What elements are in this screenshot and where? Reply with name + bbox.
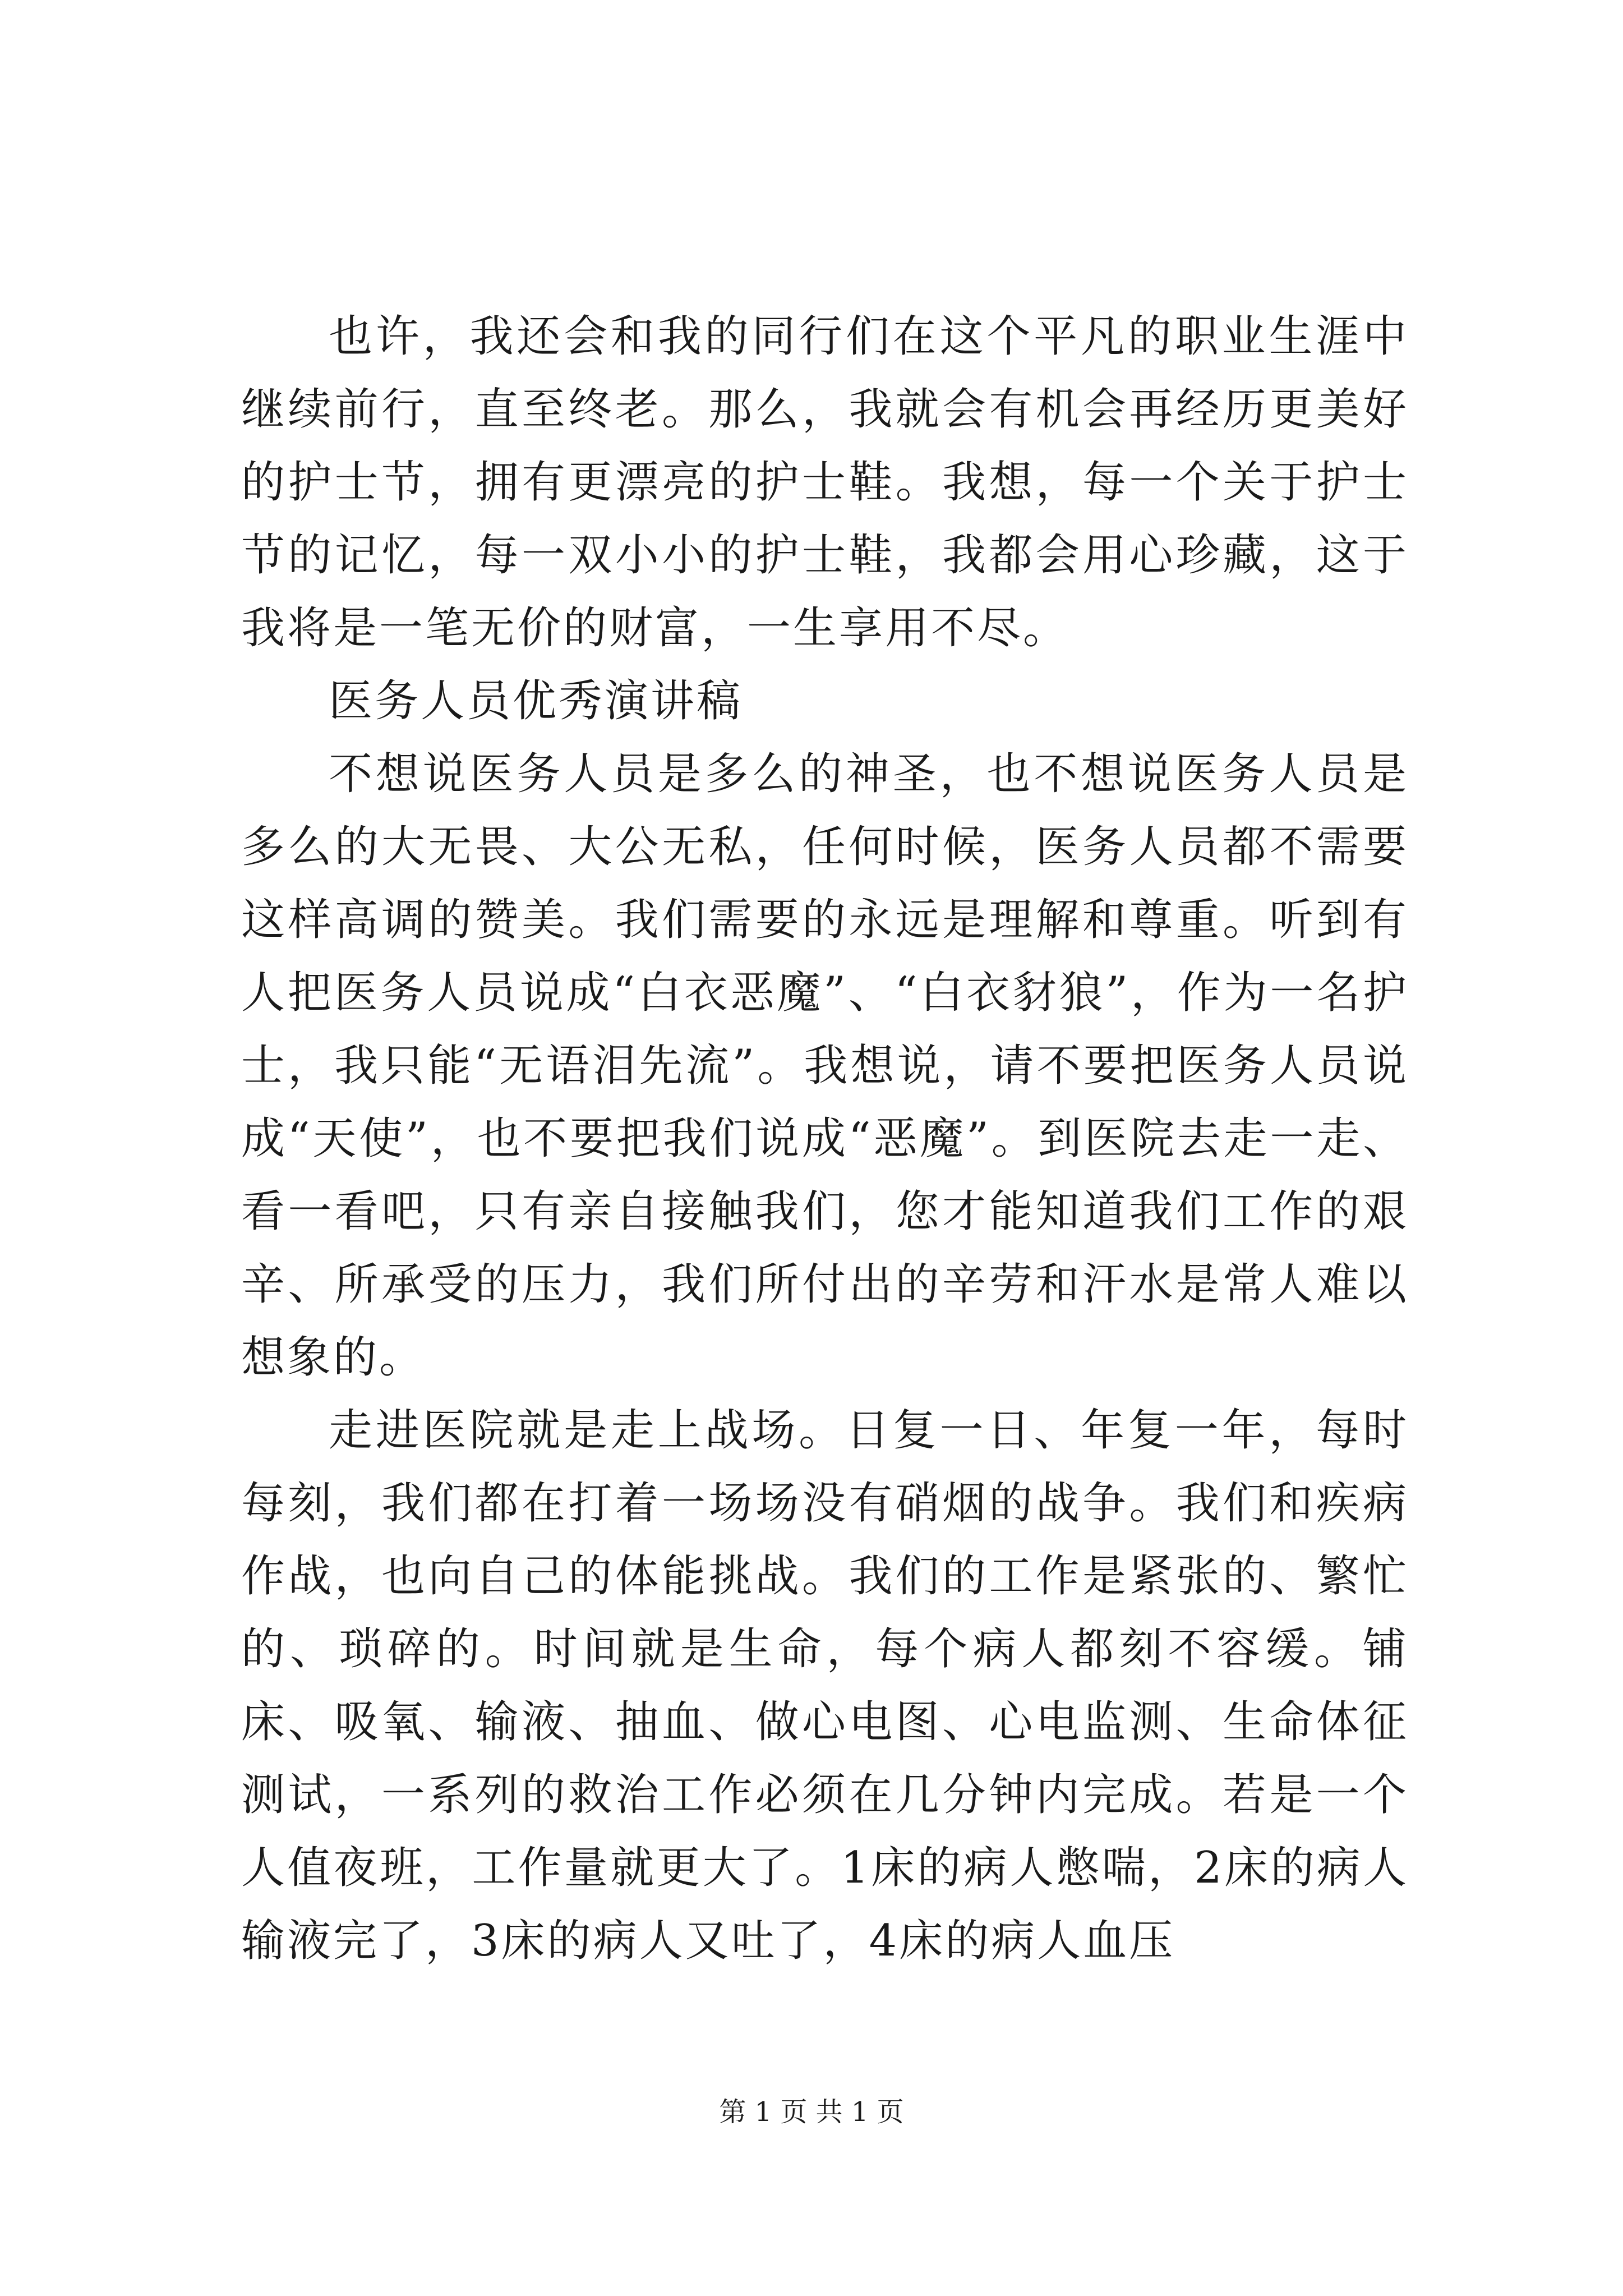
- paragraph-closing: 也许，我还会和我的同行们在这个平凡的职业生涯中继续前行，直至终老。那么，我就会有机会再经历更美好的护士节，拥有更漂亮的护士鞋。我想，每一个关于护士节的记忆，每一双小小的护士鞋，我都会用心珍藏，这于我将是一笔无价的财富，一生享用不尽。: [241, 311, 1409, 654]
- section-heading: 医务人员优秀演讲稿: [329, 676, 743, 726]
- paragraph-hospital: 走进医院就是走上战场。日复一日、年复一年，每时每刻，我们都在打着一场场没有硝烟的战争。我们和疾病作战，也向自己的体能挑战。我们的工作是紧张的、繁忙的、琐碎的。时间就是生命，每个病人都刻不容缓。铺床、吸氧、输液、抽血、做心电图、心电监测、生命体征测试，一系列的救治工作必须在几分钟内完成。若是一个人值夜班，工作量就更大了。1床的病人憋喘，2床的病人输液完了，3床的病人又吐了，4床的病人血压: [241, 1405, 1409, 1966]
- document-body: [241, 300, 1409, 1977]
- page-number-footer: 第 1 页 共 1 页: [719, 2096, 904, 2128]
- paragraph-intro: 不想说医务人员是多么的神圣，也不想说医务人员是多么的大无畏、大公无私，任何时候，医务人员都不需要这样高调的赞美。我们需要的永远是理解和尊重。听到有人把医务人员说成“白衣恶魔”、“白衣豺狼”，作为一名护士，我只能“无语泪先流”。我想说，请不要把医务人员说成“天使”，也不要把我们说成“恶魔”。到医院去走一走、看一看吧，只有亲自接触我们，您才能知道我们工作的艰辛、所承受的压力，我们所付出的辛劳和汗水是常人难以想象的。: [241, 749, 1409, 1383]
